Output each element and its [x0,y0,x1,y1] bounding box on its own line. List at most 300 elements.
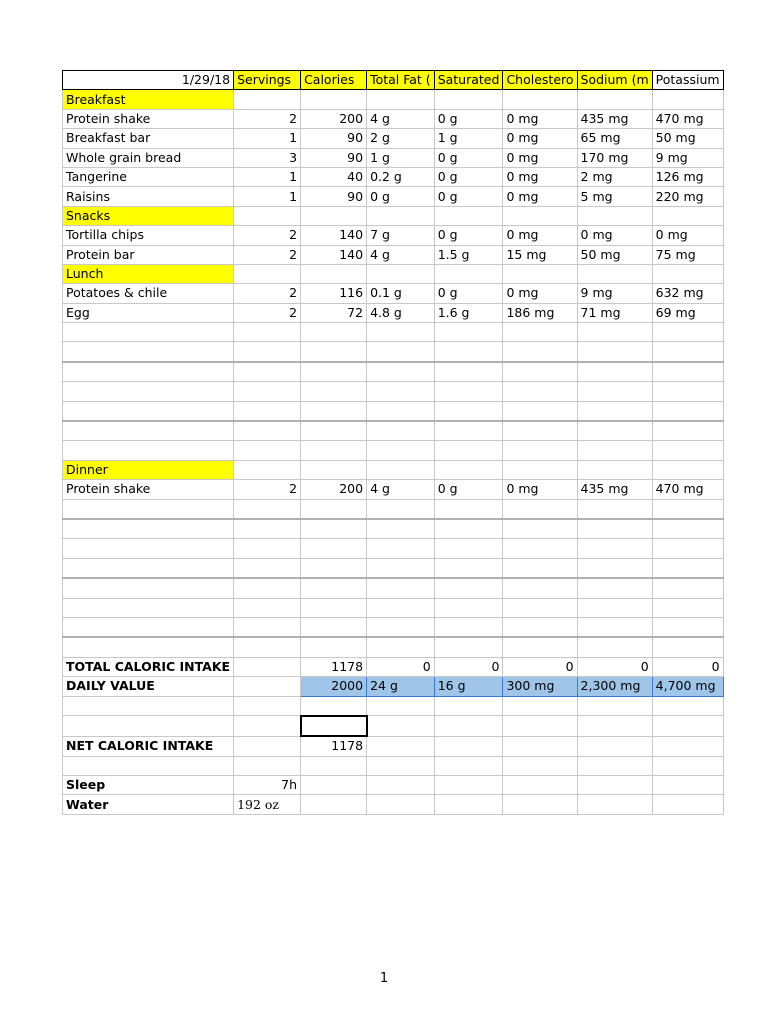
empty-cell[interactable] [63,519,234,539]
empty-cell[interactable] [63,342,234,362]
calories-cell[interactable]: 200 [301,480,367,499]
empty-cell[interactable] [63,441,234,460]
empty-cell[interactable] [503,441,577,460]
saturated-header[interactable]: Saturated [434,71,503,90]
total-sodium[interactable]: 0 [577,657,652,676]
empty-cell[interactable] [301,539,367,558]
cholesterol-cell[interactable]: 0 mg [503,109,577,128]
empty-cell[interactable] [577,716,652,736]
empty-cell[interactable] [503,90,577,109]
empty-cell[interactable] [367,795,435,814]
empty-cell[interactable] [367,696,435,716]
servings-cell[interactable]: 2 [234,245,301,264]
empty-cell[interactable] [652,617,723,637]
empty-cell[interactable] [234,206,301,225]
empty-cell[interactable] [367,421,435,441]
empty-cell[interactable] [63,696,234,716]
empty-cell[interactable] [503,342,577,362]
dv-potassium[interactable]: 4,700 mg [652,677,723,696]
empty-cell[interactable] [63,362,234,382]
empty-cell[interactable] [434,539,503,558]
daily-value-label[interactable]: DAILY VALUE [63,677,234,696]
empty-cell[interactable] [577,696,652,716]
empty-cell[interactable] [301,519,367,539]
empty-cell[interactable] [434,342,503,362]
servings-cell[interactable]: 1 [234,187,301,206]
empty-cell[interactable] [434,382,503,401]
total-cholesterol[interactable]: 0 [503,657,577,676]
empty-cell[interactable] [503,323,577,342]
saturated-fat-cell[interactable]: 0 g [434,109,503,128]
empty-cell[interactable] [652,206,723,225]
empty-cell[interactable] [652,558,723,578]
empty-cell[interactable] [503,696,577,716]
empty-cell[interactable] [434,637,503,657]
potassium-cell[interactable]: 0 mg [652,226,723,245]
empty-cell[interactable] [234,382,301,401]
empty-cell[interactable] [503,421,577,441]
total-fat-cell[interactable]: 4 g [367,480,435,499]
empty-cell[interactable] [367,206,435,225]
total-calories[interactable]: 1178 [301,657,367,676]
potassium-cell[interactable]: 75 mg [652,245,723,264]
saturated-fat-cell[interactable]: 0 g [434,226,503,245]
calories-cell[interactable]: 90 [301,148,367,167]
empty-cell[interactable] [434,264,503,283]
empty-cell[interactable] [301,264,367,283]
empty-cell[interactable] [63,421,234,441]
potassium-cell[interactable]: 9 mg [652,148,723,167]
total-fat-header[interactable]: Total Fat ( [367,71,435,90]
empty-cell[interactable] [652,362,723,382]
empty-cell[interactable] [234,460,301,479]
empty-cell[interactable] [367,617,435,637]
sodium-cell[interactable]: 0 mg [577,226,652,245]
saturated-fat-cell[interactable]: 0 g [434,480,503,499]
empty-cell[interactable] [234,716,301,736]
empty-cell[interactable] [503,519,577,539]
empty-cell[interactable] [63,558,234,578]
sodium-cell[interactable]: 65 mg [577,129,652,148]
snacks-section-label[interactable]: Snacks [63,206,234,225]
empty-cell[interactable] [577,421,652,441]
potassium-cell[interactable]: 632 mg [652,284,723,303]
empty-cell[interactable] [301,578,367,598]
empty-cell[interactable] [503,499,577,519]
empty-cell[interactable] [301,598,367,617]
empty-cell[interactable] [367,362,435,382]
empty-cell[interactable] [652,696,723,716]
empty-cell[interactable] [301,342,367,362]
empty-cell[interactable] [367,460,435,479]
dv-calories[interactable]: 2000 [301,677,367,696]
empty-cell[interactable] [503,206,577,225]
empty-cell[interactable] [63,323,234,342]
empty-cell[interactable] [652,736,723,756]
empty-cell[interactable] [367,323,435,342]
calories-cell[interactable]: 90 [301,129,367,148]
total-fat-cell[interactable]: 1 g [367,148,435,167]
empty-cell[interactable] [234,558,301,578]
empty-cell[interactable] [301,362,367,382]
empty-cell[interactable] [652,264,723,283]
cholesterol-cell[interactable]: 0 mg [503,129,577,148]
sodium-cell[interactable]: 170 mg [577,148,652,167]
empty-cell[interactable] [577,441,652,460]
empty-cell[interactable] [234,362,301,382]
empty-cell[interactable] [367,499,435,519]
date-header[interactable]: 1/29/18 [63,71,234,90]
empty-cell[interactable] [234,756,301,775]
empty-cell[interactable] [577,598,652,617]
empty-cell[interactable] [503,617,577,637]
empty-cell[interactable] [367,716,435,736]
potassium-cell[interactable]: 470 mg [652,109,723,128]
empty-cell[interactable] [652,90,723,109]
empty-cell[interactable] [652,323,723,342]
empty-cell[interactable] [63,617,234,637]
lunch-section-label[interactable]: Lunch [63,264,234,283]
empty-cell[interactable] [367,598,435,617]
sodium-header[interactable]: Sodium (m [577,71,652,90]
food-name-cell[interactable]: Breakfast bar [63,129,234,148]
empty-cell[interactable] [503,362,577,382]
sodium-cell[interactable]: 71 mg [577,303,652,322]
empty-cell[interactable] [434,716,503,736]
total-fat[interactable]: 0 [367,657,435,676]
total-fat-cell[interactable]: 0.1 g [367,284,435,303]
dv-cholesterol[interactable]: 300 mg [503,677,577,696]
empty-cell[interactable] [234,421,301,441]
empty-cell[interactable] [577,637,652,657]
empty-cell[interactable] [301,90,367,109]
empty-cell[interactable] [503,382,577,401]
empty-cell[interactable] [577,558,652,578]
empty-cell[interactable] [434,558,503,578]
empty-cell[interactable] [367,401,435,421]
empty-cell[interactable] [577,499,652,519]
empty-cell[interactable] [63,598,234,617]
empty-cell[interactable] [577,617,652,637]
empty-cell[interactable] [367,519,435,539]
empty-cell[interactable] [301,696,367,716]
empty-cell[interactable] [503,736,577,756]
food-name-cell[interactable]: Egg [63,303,234,322]
empty-cell[interactable] [434,756,503,775]
empty-cell[interactable] [434,519,503,539]
empty-cell[interactable] [234,617,301,637]
empty-cell[interactable] [652,539,723,558]
empty-cell[interactable] [63,637,234,657]
empty-cell[interactable] [434,401,503,421]
empty-cell[interactable] [577,362,652,382]
food-name-cell[interactable]: Protein shake [63,480,234,499]
empty-cell[interactable] [367,756,435,775]
empty-cell[interactable] [503,264,577,283]
empty-cell[interactable] [234,598,301,617]
food-name-cell[interactable]: Tangerine [63,167,234,186]
empty-cell[interactable] [234,578,301,598]
empty-cell[interactable] [301,617,367,637]
empty-cell[interactable] [301,460,367,479]
sodium-cell[interactable]: 9 mg [577,284,652,303]
empty-cell[interactable] [234,637,301,657]
empty-cell[interactable] [367,776,435,795]
sodium-cell[interactable]: 5 mg [577,187,652,206]
water-value[interactable]: 192 oz [234,795,301,814]
dv-saturated[interactable]: 16 g [434,677,503,696]
empty-cell[interactable] [301,558,367,578]
empty-cell[interactable] [367,558,435,578]
calories-cell[interactable]: 140 [301,226,367,245]
saturated-fat-cell[interactable]: 0 g [434,148,503,167]
empty-cell[interactable] [63,382,234,401]
empty-cell[interactable] [63,401,234,421]
empty-cell[interactable] [577,90,652,109]
sodium-cell[interactable]: 435 mg [577,109,652,128]
cholesterol-cell[interactable]: 0 mg [503,226,577,245]
saturated-fat-cell[interactable]: 0 g [434,284,503,303]
empty-cell[interactable] [652,776,723,795]
empty-cell[interactable] [434,598,503,617]
cholesterol-cell[interactable]: 15 mg [503,245,577,264]
empty-cell[interactable] [301,776,367,795]
empty-cell[interactable] [434,441,503,460]
total-fat-cell[interactable]: 4.8 g [367,303,435,322]
empty-cell[interactable] [301,716,367,736]
empty-cell[interactable] [652,460,723,479]
empty-cell[interactable] [434,460,503,479]
empty-cell[interactable] [577,736,652,756]
total-potassium[interactable]: 0 [652,657,723,676]
empty-cell[interactable] [503,598,577,617]
empty-cell[interactable] [234,736,301,756]
empty-cell[interactable] [234,90,301,109]
saturated-fat-cell[interactable]: 1.5 g [434,245,503,264]
empty-cell[interactable] [234,677,301,696]
empty-cell[interactable] [652,441,723,460]
empty-cell[interactable] [577,401,652,421]
saturated-fat-cell[interactable]: 1.6 g [434,303,503,322]
servings-header[interactable]: Servings [234,71,301,90]
sleep-label[interactable]: Sleep [63,776,234,795]
sodium-cell[interactable]: 435 mg [577,480,652,499]
cholesterol-cell[interactable]: 0 mg [503,148,577,167]
empty-cell[interactable] [577,323,652,342]
food-name-cell[interactable]: Whole grain bread [63,148,234,167]
calories-cell[interactable]: 200 [301,109,367,128]
empty-cell[interactable] [434,499,503,519]
empty-cell[interactable] [301,382,367,401]
empty-cell[interactable] [503,716,577,736]
empty-cell[interactable] [652,716,723,736]
empty-cell[interactable] [434,206,503,225]
food-name-cell[interactable]: Tortilla chips [63,226,234,245]
servings-cell[interactable]: 1 [234,167,301,186]
net-label[interactable]: NET CALORIC INTAKE [63,736,234,756]
empty-cell[interactable] [234,401,301,421]
calories-cell[interactable]: 72 [301,303,367,322]
empty-cell[interactable] [577,756,652,775]
empty-cell[interactable] [503,795,577,814]
empty-cell[interactable] [652,637,723,657]
food-name-cell[interactable]: Raisins [63,187,234,206]
empty-cell[interactable] [577,206,652,225]
empty-cell[interactable] [503,756,577,775]
total-fat-cell[interactable]: 4 g [367,245,435,264]
cholesterol-header[interactable]: Cholestero [503,71,577,90]
empty-cell[interactable] [234,519,301,539]
empty-cell[interactable] [367,342,435,362]
net-calories[interactable]: 1178 [301,736,367,756]
saturated-fat-cell[interactable]: 1 g [434,129,503,148]
empty-cell[interactable] [577,776,652,795]
empty-cell[interactable] [652,342,723,362]
empty-cell[interactable] [301,795,367,814]
empty-cell[interactable] [503,578,577,598]
empty-cell[interactable] [434,421,503,441]
empty-cell[interactable] [234,539,301,558]
empty-cell[interactable] [503,637,577,657]
empty-cell[interactable] [367,90,435,109]
empty-cell[interactable] [652,421,723,441]
empty-cell[interactable] [367,441,435,460]
empty-cell[interactable] [234,657,301,676]
empty-cell[interactable] [503,460,577,479]
calories-cell[interactable]: 90 [301,187,367,206]
empty-cell[interactable] [577,539,652,558]
food-name-cell[interactable]: Protein shake [63,109,234,128]
empty-cell[interactable] [577,342,652,362]
empty-cell[interactable] [652,578,723,598]
empty-cell[interactable] [301,499,367,519]
water-label[interactable]: Water [63,795,234,814]
servings-cell[interactable]: 3 [234,148,301,167]
cholesterol-cell[interactable]: 0 mg [503,284,577,303]
empty-cell[interactable] [652,401,723,421]
empty-cell[interactable] [652,756,723,775]
potassium-cell[interactable]: 470 mg [652,480,723,499]
potassium-cell[interactable]: 69 mg [652,303,723,322]
empty-cell[interactable] [301,206,367,225]
empty-cell[interactable] [63,716,234,736]
servings-cell[interactable]: 1 [234,129,301,148]
calories-header[interactable]: Calories [301,71,367,90]
empty-cell[interactable] [434,795,503,814]
food-name-cell[interactable]: Protein bar [63,245,234,264]
potassium-cell[interactable]: 126 mg [652,167,723,186]
total-label[interactable]: TOTAL CALORIC INTAKE [63,657,234,676]
empty-cell[interactable] [63,578,234,598]
empty-cell[interactable] [234,323,301,342]
empty-cell[interactable] [503,401,577,421]
empty-cell[interactable] [434,617,503,637]
empty-cell[interactable] [234,696,301,716]
empty-cell[interactable] [434,578,503,598]
servings-cell[interactable]: 2 [234,226,301,245]
servings-cell[interactable]: 2 [234,109,301,128]
empty-cell[interactable] [367,578,435,598]
empty-cell[interactable] [367,736,435,756]
calories-cell[interactable]: 40 [301,167,367,186]
servings-cell[interactable]: 2 [234,480,301,499]
empty-cell[interactable] [503,539,577,558]
empty-cell[interactable] [234,264,301,283]
empty-cell[interactable] [577,578,652,598]
servings-cell[interactable]: 2 [234,303,301,322]
empty-cell[interactable] [577,460,652,479]
empty-cell[interactable] [652,519,723,539]
food-name-cell[interactable]: Potatoes & chile [63,284,234,303]
empty-cell[interactable] [577,519,652,539]
potassium-cell[interactable]: 50 mg [652,129,723,148]
empty-cell[interactable] [367,382,435,401]
dv-fat[interactable]: 24 g [367,677,435,696]
empty-cell[interactable] [367,539,435,558]
empty-cell[interactable] [652,795,723,814]
calories-cell[interactable]: 140 [301,245,367,264]
empty-cell[interactable] [577,382,652,401]
calories-cell[interactable]: 116 [301,284,367,303]
empty-cell[interactable] [434,776,503,795]
empty-cell[interactable] [503,558,577,578]
empty-cell[interactable] [234,342,301,362]
empty-cell[interactable] [652,382,723,401]
empty-cell[interactable] [301,401,367,421]
sodium-cell[interactable]: 50 mg [577,245,652,264]
empty-cell[interactable] [367,637,435,657]
dinner-section-label[interactable]: Dinner [63,460,234,479]
empty-cell[interactable] [367,264,435,283]
total-fat-cell[interactable]: 7 g [367,226,435,245]
saturated-fat-cell[interactable]: 0 g [434,167,503,186]
total-fat-cell[interactable]: 0.2 g [367,167,435,186]
empty-cell[interactable] [434,736,503,756]
empty-cell[interactable] [301,421,367,441]
cholesterol-cell[interactable]: 0 mg [503,167,577,186]
empty-cell[interactable] [301,756,367,775]
empty-cell[interactable] [577,795,652,814]
empty-cell[interactable] [63,756,234,775]
sodium-cell[interactable]: 2 mg [577,167,652,186]
breakfast-section-label[interactable]: Breakfast [63,90,234,109]
servings-cell[interactable]: 2 [234,284,301,303]
empty-cell[interactable] [301,441,367,460]
empty-cell[interactable] [434,90,503,109]
empty-cell[interactable] [434,323,503,342]
sleep-value[interactable]: 7h [234,776,301,795]
total-fat-cell[interactable]: 0 g [367,187,435,206]
empty-cell[interactable] [503,776,577,795]
dv-sodium[interactable]: 2,300 mg [577,677,652,696]
empty-cell[interactable] [63,539,234,558]
cholesterol-cell[interactable]: 186 mg [503,303,577,322]
cholesterol-cell[interactable]: 0 mg [503,187,577,206]
saturated-fat-cell[interactable]: 0 g [434,187,503,206]
empty-cell[interactable] [234,499,301,519]
empty-cell[interactable] [652,499,723,519]
total-fat-cell[interactable]: 4 g [367,109,435,128]
empty-cell[interactable] [577,264,652,283]
empty-cell[interactable] [434,362,503,382]
potassium-cell[interactable]: 220 mg [652,187,723,206]
total-saturated[interactable]: 0 [434,657,503,676]
empty-cell[interactable] [234,441,301,460]
empty-cell[interactable] [301,637,367,657]
potassium-header[interactable]: Potassium [652,71,723,90]
total-fat-cell[interactable]: 2 g [367,129,435,148]
empty-cell[interactable] [434,696,503,716]
